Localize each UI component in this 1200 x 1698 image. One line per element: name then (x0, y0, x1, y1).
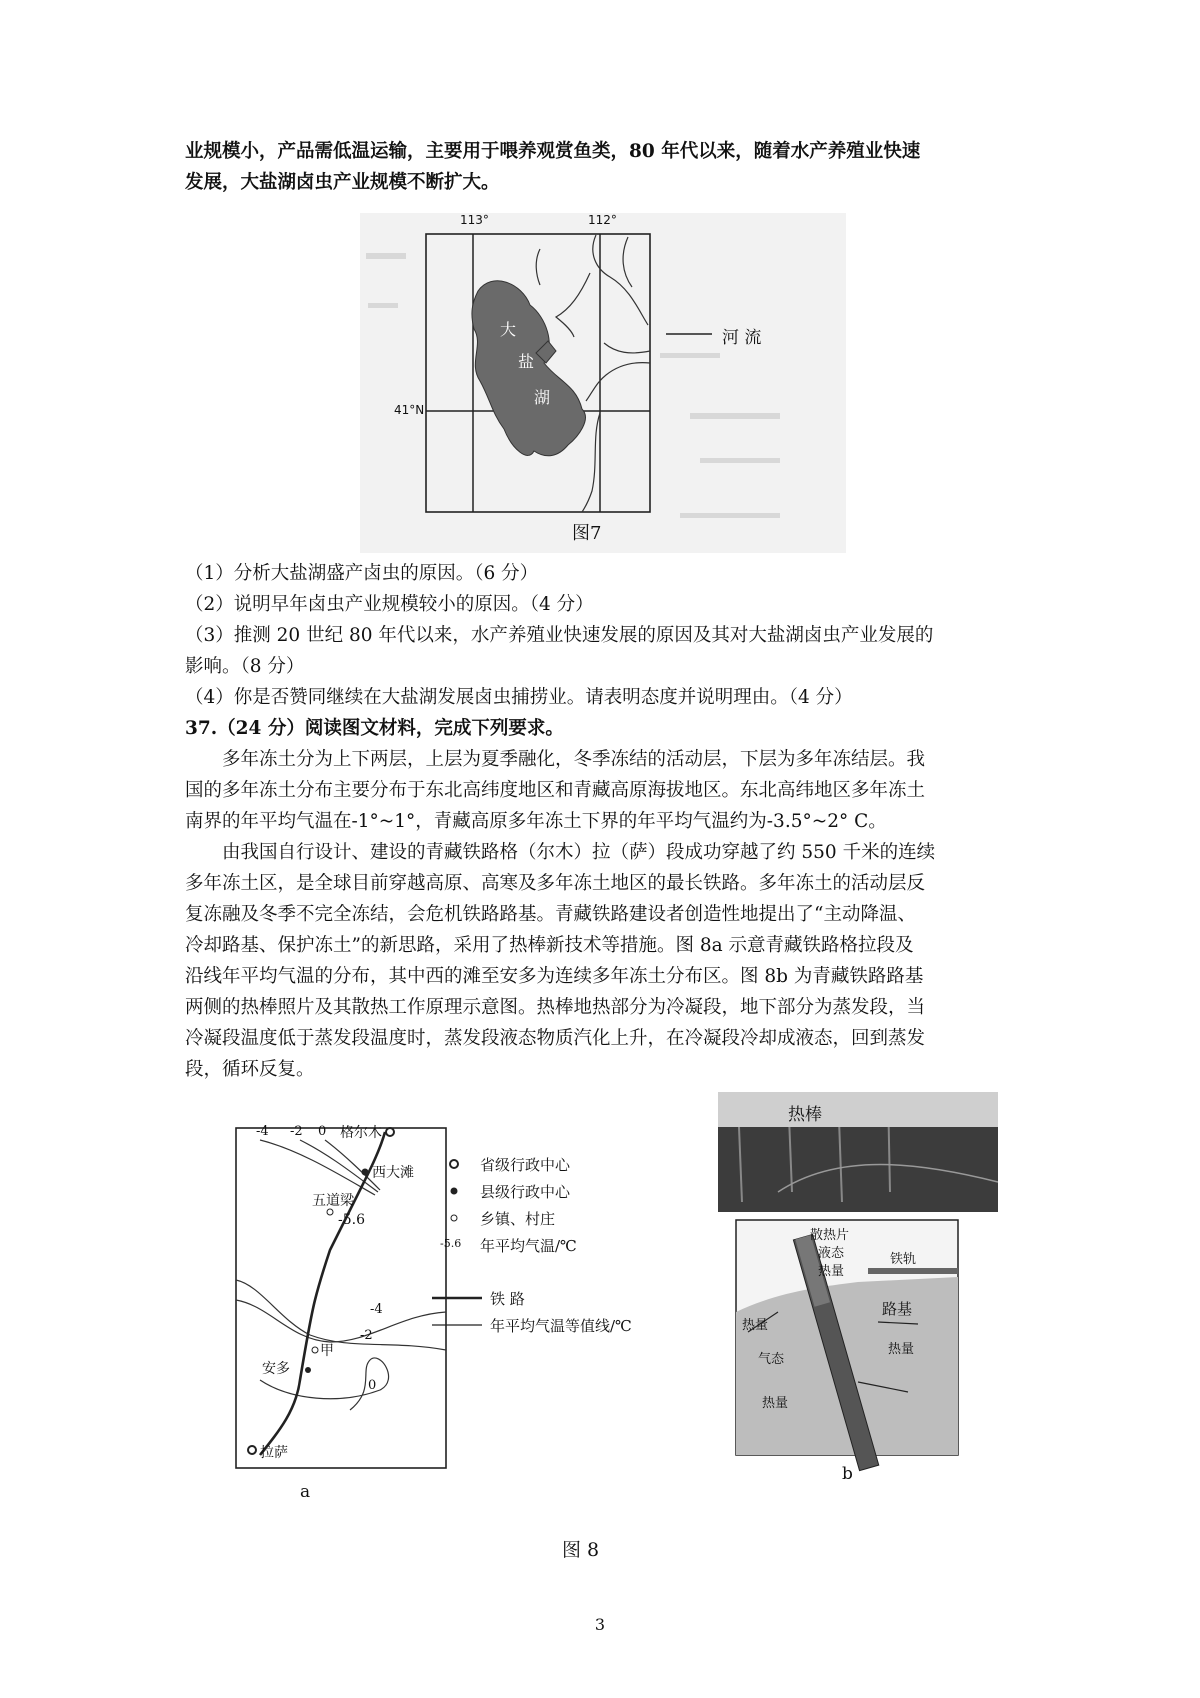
label-heat-left: 热量 (742, 1318, 769, 1333)
anduo-marker (305, 1367, 311, 1373)
figure-7-map (360, 213, 846, 553)
place-lhasa: 拉萨 (260, 1445, 288, 1461)
intro-line-2: 发展，大盐湖卤虫产业规模不断扩大。 (185, 172, 500, 193)
label-heat-right: 热量 (888, 1342, 915, 1357)
q37-para2-line5: 沿线年平均气温的分布，其中西的滩至安多为连续多年冻土分布区。图 8b 为青藏铁路路基 (185, 966, 924, 987)
map-frame (236, 1128, 446, 1468)
label-heat-up: 热量 (818, 1264, 845, 1279)
question-36-3: （3）推测 20 世纪 80 年代以来，水产养殖业快速发展的原因及其对大盐湖卤虫产业发展的 (185, 625, 934, 646)
isoline-label-5: -2 (360, 1328, 373, 1343)
legend-county-center: 县级行政中心 (480, 1183, 571, 1201)
page-number: 3 (594, 1615, 606, 1634)
figure-8a-map (200, 1120, 710, 1530)
legend-isoline: 年平均气温等值线/℃ (490, 1317, 632, 1335)
q37-para2-line4: 冷却路基、保护冻土”的新思路，采用了热棒新技术等措施。图 8a 示意青藏铁路格拉段及 (185, 935, 914, 956)
place-wudaoliang: 五道梁 (312, 1193, 354, 1209)
lhasa-marker (248, 1446, 256, 1454)
place-wudaoliang-temp: -5.6 (338, 1212, 365, 1228)
label-fins: 散热片 (810, 1228, 850, 1243)
golmud-marker (386, 1128, 394, 1136)
q37-para2-line6: 两侧的热棒照片及其散热工作原理示意图。热棒地热部分为冷凝段，地下部分为蒸发段，当 (185, 997, 926, 1018)
question-36-2: （2）说明早年卤虫产业规模较小的原因。（4 分） (185, 594, 594, 615)
legend-annual-temp: 年平均气温/℃ (480, 1237, 577, 1255)
lat-41-label: 41°N (394, 403, 425, 417)
lake-char-3: 湖 (534, 388, 551, 407)
question-36-4: （4）你是否赞同继续在大盐湖发展卤虫捕捞业。请表明态度并说明理由。（4 分） (185, 687, 853, 708)
q37-para2-line2: 多年冻土区，是全球目前穿越高原、高寒及多年冻土地区的最长铁路。多年冻土的活动层反 (185, 873, 926, 894)
q37-para2-line3: 复冻融及冬季不完全冻结，会危机铁路路基。青藏铁路建设者创造性地提出了“主动降温、 (185, 904, 916, 925)
figure-8b-heat-pipe (718, 1092, 998, 1482)
lake-char-2: 盐 (518, 352, 535, 371)
place-xidatan: 西大滩 (372, 1165, 414, 1181)
label-liquid: 液态 (818, 1246, 845, 1261)
q37-para2-line7: 冷凝段温度低于蒸发段温度时，蒸发段液态物质汽化上升，在冷凝段冷却成液态，回到蒸发 (185, 1028, 926, 1049)
q37-para2-line1: 由我国自行设计、建设的青藏铁路格（尔木）拉（萨）段成功穿越了约 550 千米的连续 (222, 842, 936, 863)
q37-para1-line1: 多年冻土分为上下两层，上层为夏季融化，冬季冻结的活动层，下层为多年冻结层。我 (222, 749, 926, 770)
river-legend-label: 河 流 (722, 328, 762, 348)
jia-marker (312, 1347, 318, 1353)
lake-char-1: 大 (500, 320, 517, 339)
q37-para1-line3: 南界的年平均气温在-1°~1°，青藏高原多年冻土下界的年平均气温约为-3.5°~2° C。 (185, 811, 887, 832)
legend-temp-sample: -5.6 (440, 1237, 462, 1250)
isoline-label-6: 0 (368, 1378, 377, 1393)
lon-113-label: 113° (460, 213, 489, 227)
figure-8-caption: 图 8 (562, 1539, 600, 1561)
label-rail: 铁轨 (890, 1252, 917, 1267)
question-36-1: （1）分析大盐湖盛产卤虫的原因。（6 分） (185, 563, 539, 584)
isoline-label-3: 0 (318, 1124, 327, 1139)
label-gas: 气态 (758, 1352, 785, 1367)
isoline-label-4: -4 (370, 1302, 383, 1317)
figure-7-caption: 图7 (572, 523, 602, 544)
place-jia: 甲 (320, 1343, 334, 1359)
isoline-label-2: -2 (290, 1124, 303, 1139)
photo-label-heat-pipe: 热棒 (788, 1105, 822, 1125)
isoline-label-1: -4 (256, 1124, 269, 1139)
figure-8b-label: b (842, 1464, 853, 1484)
place-anduo: 安多 (262, 1361, 290, 1377)
legend-provincial-center: 省级行政中心 (480, 1156, 571, 1174)
rail-track (868, 1268, 958, 1274)
figure-8a-label: a (300, 1482, 311, 1502)
q37-para2-line8: 段，循环反复。 (185, 1059, 315, 1080)
lon-112-label: 112° (588, 213, 617, 227)
q37-para1-line2: 国的多年冻土分布主要分布于东北高纬度地区和青藏高原海拔地区。东北高纬地区多年冻土 (185, 780, 926, 801)
place-golmud: 格尔木 (340, 1125, 382, 1141)
question-36-3-cont: 影响。（8 分） (185, 656, 305, 677)
xidatan-marker (362, 1169, 369, 1176)
label-heat-bottom: 热量 (762, 1396, 789, 1411)
label-roadbed: 路基 (882, 1300, 913, 1318)
legend-railway: 铁 路 (490, 1290, 525, 1308)
legend-township: 乡镇、村庄 (480, 1210, 556, 1228)
question-37-heading: 37.（24 分）阅读图文材料，完成下列要求。 (185, 718, 564, 739)
intro-line-1: 业规模小，产品需低温运输，主要用于喂养观赏鱼类，80 年代以来，随着水产养殖业快速 (185, 141, 921, 162)
